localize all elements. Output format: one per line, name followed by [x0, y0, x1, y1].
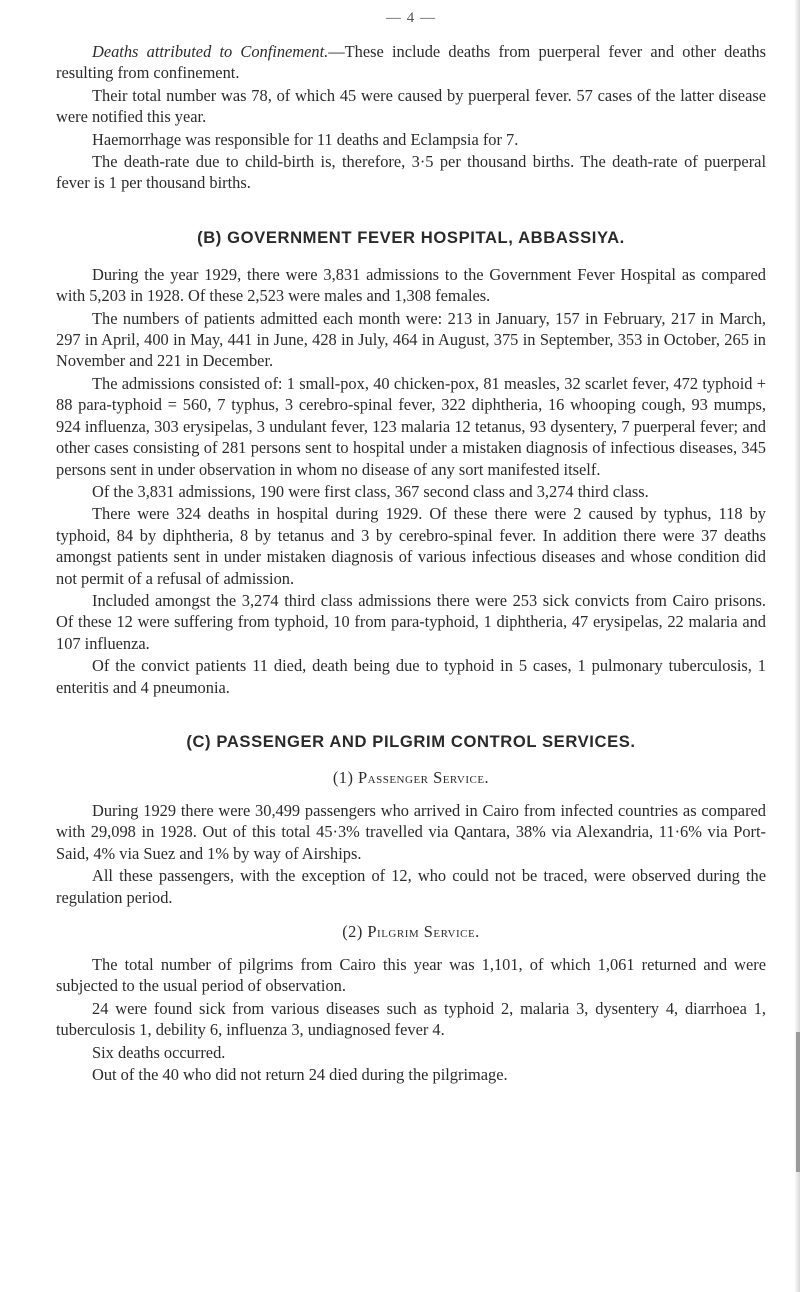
section-b-paragraph-7: Of the convict patients 11 died, death being due to typhoid in 5 cases, 1 pulmonary tuberculosis, 1 enteritis and 4 pneumonia. [56, 656, 766, 697]
confinement-paragraph-2: Their total number was 78, of which 45 were caused by puerperal fever. 57 cases of the latter disease were notified this year. [56, 85, 766, 127]
section-b-heading: (B) GOVERNMENT FEVER HOSPITAL, ABBASSIYA. [197, 227, 625, 247]
passenger-service-heading: (1) Passenger Service. [332, 767, 490, 787]
confinement-lead-rest: —These include deaths from puerperal fever and other deaths resulting from confinement. [56, 42, 766, 83]
pilgrim-paragraph-4: Out of the 40 who did not return 24 died during the pilgrimage. [92, 1065, 508, 1085]
passenger-paragraph-2: All these passengers, with the exception of 12, who could not be traced, were observed during the regulation period. [56, 866, 766, 907]
page-edge-mark [796, 1032, 800, 1172]
confinement-paragraph-3: Haemorrhage was responsible for 11 deaths and Eclampsia for 7. [92, 129, 519, 149]
confinement-paragraph-1 [56, 41, 766, 84]
section-b-paragraph-3: The admissions consisted of: 1 small-pox, 40 chicken-pox, 81 measles, 32 scarlet fever, 472 typhoid + 88 para-typhoid = 560, 7 typhus, 3 cerebro-spinal fever, 322 diphtheria, 16 whooping cough, 93 mumps, 924 influenza, 303 erysipelas, 3 undulant fever, 123 malaria 12 tetanus, 93 dysentery, 7 puerperal fever; and other cases consisting of 281 persons sent to hospital under a mistaken diagnosis of infectious diseases, 345 persons sent in under observation in whom no disease of any sort manifested itself. [56, 373, 766, 479]
section-b-paragraph-4: Of the 3,831 admissions, 190 were first class, 367 second class and 3,274 third class. [92, 481, 649, 501]
pilgrim-paragraph-2: 24 were found sick from various diseases such as typhoid 2, malaria 3, dysentery 4, diarrhoea 1, tuberculosis 1, debility 6, influenza 3, undiagnosed fever 4. [56, 998, 766, 1040]
section-b-paragraph-1: During the year 1929, there were 3,831 admissions to the Government Fever Hospital as compared with 5,203 in 1928. Of these 2,523 were males and 1,308 females. [56, 264, 766, 306]
section-b-paragraph-6: Included amongst the 3,274 third class admissions there were 253 sick convicts from Cairo prisons. Of these 12 were suffering from typhoid, 10 from para-typhoid, 1 diphtheria, 47 erysipelas, 22 malaria and 107 influenza. [56, 590, 766, 653]
confinement-lead: Deaths attributed to Confinement. [92, 42, 329, 61]
section-b-paragraph-5: There were 324 deaths in hospital during 1929. Of these there were 2 caused by typhus, 118 by typhoid, 84 by diphtheria, 8 by tetanus and 3 by cerebro-spinal fever. In addition there were 37 deaths amongst patients sent in under mistaken diagnosis of various infectious diseases and whose condition did not permit of a refusal of admission. [56, 504, 766, 588]
confinement-paragraph-4: The death-rate due to child-birth is, therefore, 3·5 per thousand births. The death-rate of puerperal fever is 1 per thousand births. [56, 152, 766, 193]
section-b-paragraph-2: The numbers of patients admitted each month were: 213 in January, 157 in February, 217 in March, 297 in April, 400 in May, 441 in June, 428 in July, 464 in August, 375 in September, 353 in October, 265 in November and 221 in December. [56, 308, 766, 371]
passenger-paragraph-1: During 1929 there were 30,499 passengers who arrived in Cairo from infected countries as compared with 29,098 in 1928. Out of this total 45·3% travelled via Qantara, 38% via Alexandria, 11·6% via Port-Said, 4% via Suez and 1% by way of Airships. [56, 800, 766, 863]
section-c-heading: (C) PASSENGER AND PILGRIM CONTROL SERVICES. [186, 731, 636, 751]
page-number: — 4 — [386, 10, 436, 26]
pilgrim-paragraph-3: Six deaths occurred. [92, 1042, 226, 1062]
pilgrim-paragraph-1: The total number of pilgrims from Cairo this year was 1,101, of which 1,061 returned and were subjected to the usual period of observation. [56, 955, 766, 996]
pilgrim-service-heading: (2) Pilgrim Service. [342, 922, 480, 941]
